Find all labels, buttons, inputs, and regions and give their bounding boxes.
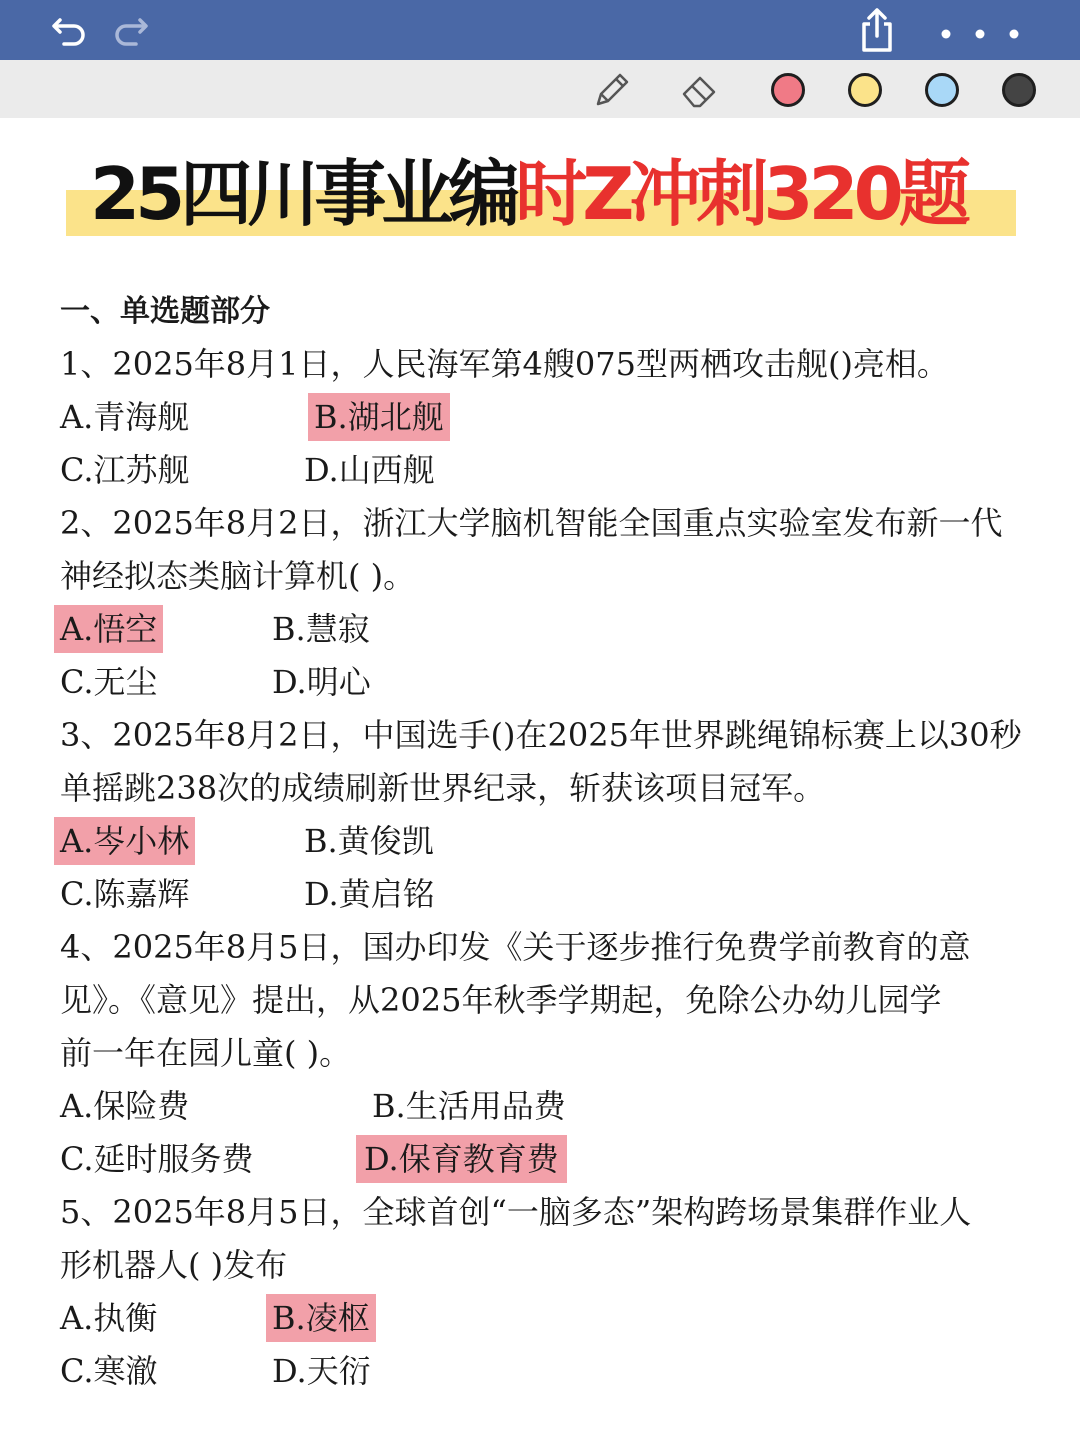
page-title [66, 146, 1016, 242]
q3-option-d: D.黄启铭 [304, 875, 435, 913]
question-5-text-line-1: 5、2025年8月5日，全球首创“一脑多态”架构跨场景集群作业人 [60, 1193, 972, 1231]
q1-option-c: C.江苏舰 [60, 451, 190, 489]
drawing-toolbar [0, 60, 1080, 118]
color-swatch-blue[interactable] [925, 73, 959, 107]
top-app-bar [0, 0, 1080, 60]
q4-option-a: A.保险费 [60, 1087, 190, 1125]
q1-option-a: A.青海舰 [60, 398, 190, 436]
q2-option-c: C.无尘 [60, 663, 158, 701]
q3-option-a: A.岑小林 [54, 817, 195, 865]
q4-option-c: C.延时服务费 [60, 1140, 254, 1178]
title-part-black: 25四川事业编 [90, 152, 516, 236]
question-1-text: 1、2025年8月1日，人民海军第4艘075型两栖攻击舰()亮相。 [60, 345, 949, 383]
q5-option-d: D.天衍 [272, 1352, 371, 1390]
q1-option-b: B.湖北舰 [308, 393, 450, 441]
title-part-red: 时Z冲刺320题 [515, 152, 966, 236]
question-2-text-line-1: 2、2025年8月2日，浙江大学脑机智能全国重点实验室发布新一代 [60, 504, 1003, 542]
q4-option-b: B.生活用品费 [372, 1087, 566, 1125]
section-heading: 一、单选题部分 [60, 294, 270, 329]
q4-option-d: D.保育教育费 [356, 1135, 567, 1183]
question-3-text-line-1: 3、2025年8月2日，中国选手()在2025年世界跳绳锦标赛上以30秒 [60, 716, 1022, 754]
question-4-text-line-2: 见》。《意见》提出，从2025年秋季学期起，免除公办幼儿园学 [60, 981, 942, 1019]
pencil-icon[interactable] [592, 70, 632, 110]
q2-option-a: A.悟空 [54, 605, 163, 653]
color-swatch-pink[interactable] [771, 73, 805, 107]
color-swatch-dark[interactable] [1002, 73, 1036, 107]
share-icon[interactable] [853, 6, 901, 54]
q5-option-c: C.寒澈 [60, 1352, 158, 1390]
q2-option-b: B.慧寂 [272, 610, 370, 648]
undo-icon[interactable] [46, 6, 94, 54]
question-5-text-line-2: 形机器人( )发布 [60, 1246, 288, 1284]
q1-option-d: D.山西舰 [304, 451, 435, 489]
question-2-text-line-2: 神经拟态类脑计算机( )。 [60, 557, 416, 595]
q5-option-a: A.执衡 [60, 1299, 158, 1337]
eraser-icon[interactable] [680, 70, 720, 110]
question-3-text-line-2: 单摇跳238次的成绩刷新世界纪录，斩获该项目冠军。 [60, 769, 826, 807]
redo-icon[interactable] [106, 6, 154, 54]
q3-option-c: C.陈嘉辉 [60, 875, 190, 913]
q5-option-b: B.凌枢 [266, 1294, 376, 1342]
more-icon[interactable] [936, 6, 1032, 54]
color-swatch-yellow[interactable] [848, 73, 882, 107]
q2-option-d: D.明心 [272, 663, 371, 701]
question-4-text-line-1: 4、2025年8月5日，国办印发《关于逐步推行免费学前教育的意 [60, 928, 971, 966]
question-4-text-line-3: 前一年在园儿童( )。 [60, 1034, 352, 1072]
q3-option-b: B.黄俊凯 [304, 822, 434, 860]
